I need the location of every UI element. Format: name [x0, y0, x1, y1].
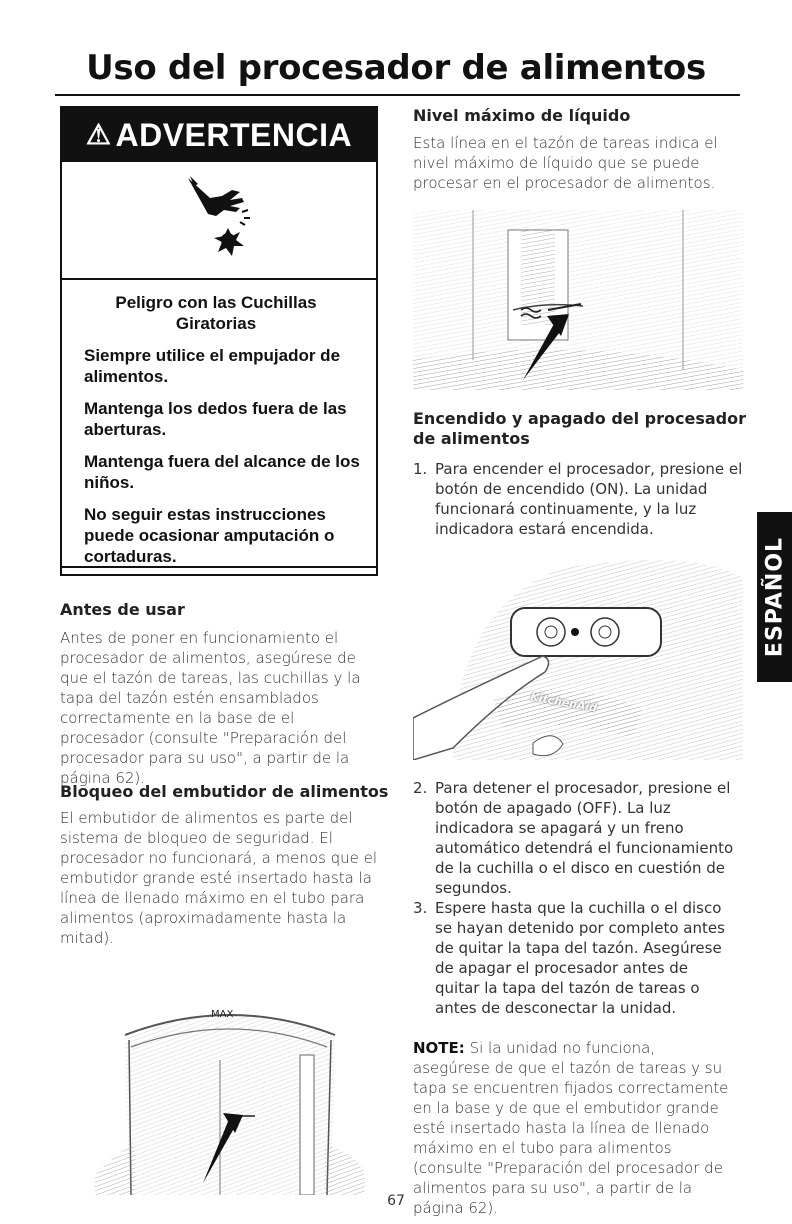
warning-title-line2: Giratorias [175, 314, 257, 333]
step-1-text: Para encender el procesador, presione el botón de encendido (ON). La unidad funcionará continuamente, y la luz indicadora estará encendida. [435, 460, 743, 538]
step-3-text: Espere hasta que la cuchilla o el disco se hayan detenido por completo antes de quitar la tapa del tazón. Asegúrese de apagar el procesador antes de quitar la tapa del tazón de tareas o antes de desconectar la unidad. [435, 899, 725, 1017]
warning-item-consequence: No seguir estas instrucciones puede ocasionar amputación o cortaduras. [84, 505, 335, 566]
warning-item-fingers: Mantenga los dedos fuera de las aberturas. [84, 399, 347, 439]
step-1-number: 1. [413, 460, 428, 478]
on-off-heading-line2: de alimentos [413, 429, 530, 448]
language-tab [757, 512, 792, 682]
page-title: Uso del procesador de alimentos [86, 48, 706, 88]
warning-header-label: ADVERTENCIA [115, 117, 353, 153]
feed-tube-lock-text: El embutidor de alimentos es parte del sistema de bloqueo de seguridad. El procesador no funcionará, a menos que el embutidor grande esté insertado hasta la línea de llenado máximo en el tubo para alimentos (aproximadamente hasta la mitad). [60, 809, 378, 947]
before-use-text: Antes de poner en funcionamiento el procesador de alimentos, asegúrese de que el tazón de tareas, las cuchillas y la tapa del tazón estén ensamblados correctamente en la base de el procesador (consulte "Preparación del procesador para su uso", a partir de la página 62). [60, 629, 361, 787]
step-2-text: Para detener el procesador, presione el botón de apagado (OFF). La luz indicadora se apagará y un freno automático detendrá el funcionamiento de la cuchilla o el disco en cuestión de segundos. [435, 779, 734, 897]
on-off-heading-line1: Encendido y apagado del procesador [413, 409, 746, 428]
warning-header [62, 108, 376, 162]
max-liquid-text: Esta línea en el tazón de tareas indica el nivel máximo de líquido que se puede procesar en el procesador de alimentos. [413, 134, 718, 192]
max-liquid-heading: Nivel máximo de líquido [413, 106, 631, 125]
page-number: 67 [387, 1193, 405, 1209]
warning-box [60, 106, 378, 576]
note-paragraph [413, 1038, 733, 1218]
note-label: NOTE: [413, 1039, 465, 1057]
warning-item-children: Mantenga fuera del alcance de los niños. [84, 452, 360, 492]
title-rule [55, 94, 740, 96]
note-text: Si la unidad no funciona, asegúrese de que el tazón de tareas y su tapa se encuentren fijados correctamente en la base y de que el embutidor grande esté insertado hasta la línea de llenado máximo en el tubo para alimentos (consulte "Preparación del procesador de alimentos para su uso", a partir de la página 62). [413, 1039, 729, 1217]
control-panel-illustration [413, 548, 743, 760]
warning-bottom-rule [62, 566, 376, 568]
rotating-blade-hand-icon [170, 168, 270, 268]
before-use-heading: Antes de usar [60, 600, 185, 619]
language-tab-label: ESPAÑOL [762, 536, 787, 658]
feed-tube-lock-heading: Bloqueo del embutidor de alimentos [60, 782, 389, 801]
step-3-number: 3. [413, 899, 428, 917]
warning-item-push: Siempre utilice el empujador de alimentos. [84, 346, 341, 386]
warning-divider [62, 278, 376, 280]
liquid-level-illustration [413, 210, 743, 390]
kitchenaid-logo: KitchenAid [529, 690, 598, 715]
bowl-max-line-illustration [95, 995, 365, 1195]
step-2-number: 2. [413, 779, 428, 797]
bowl-max-label: MAX [211, 1009, 234, 1020]
warning-triangle-icon: ⚠ [85, 119, 112, 150]
warning-title-line1: Peligro con las Cuchillas [115, 293, 317, 312]
